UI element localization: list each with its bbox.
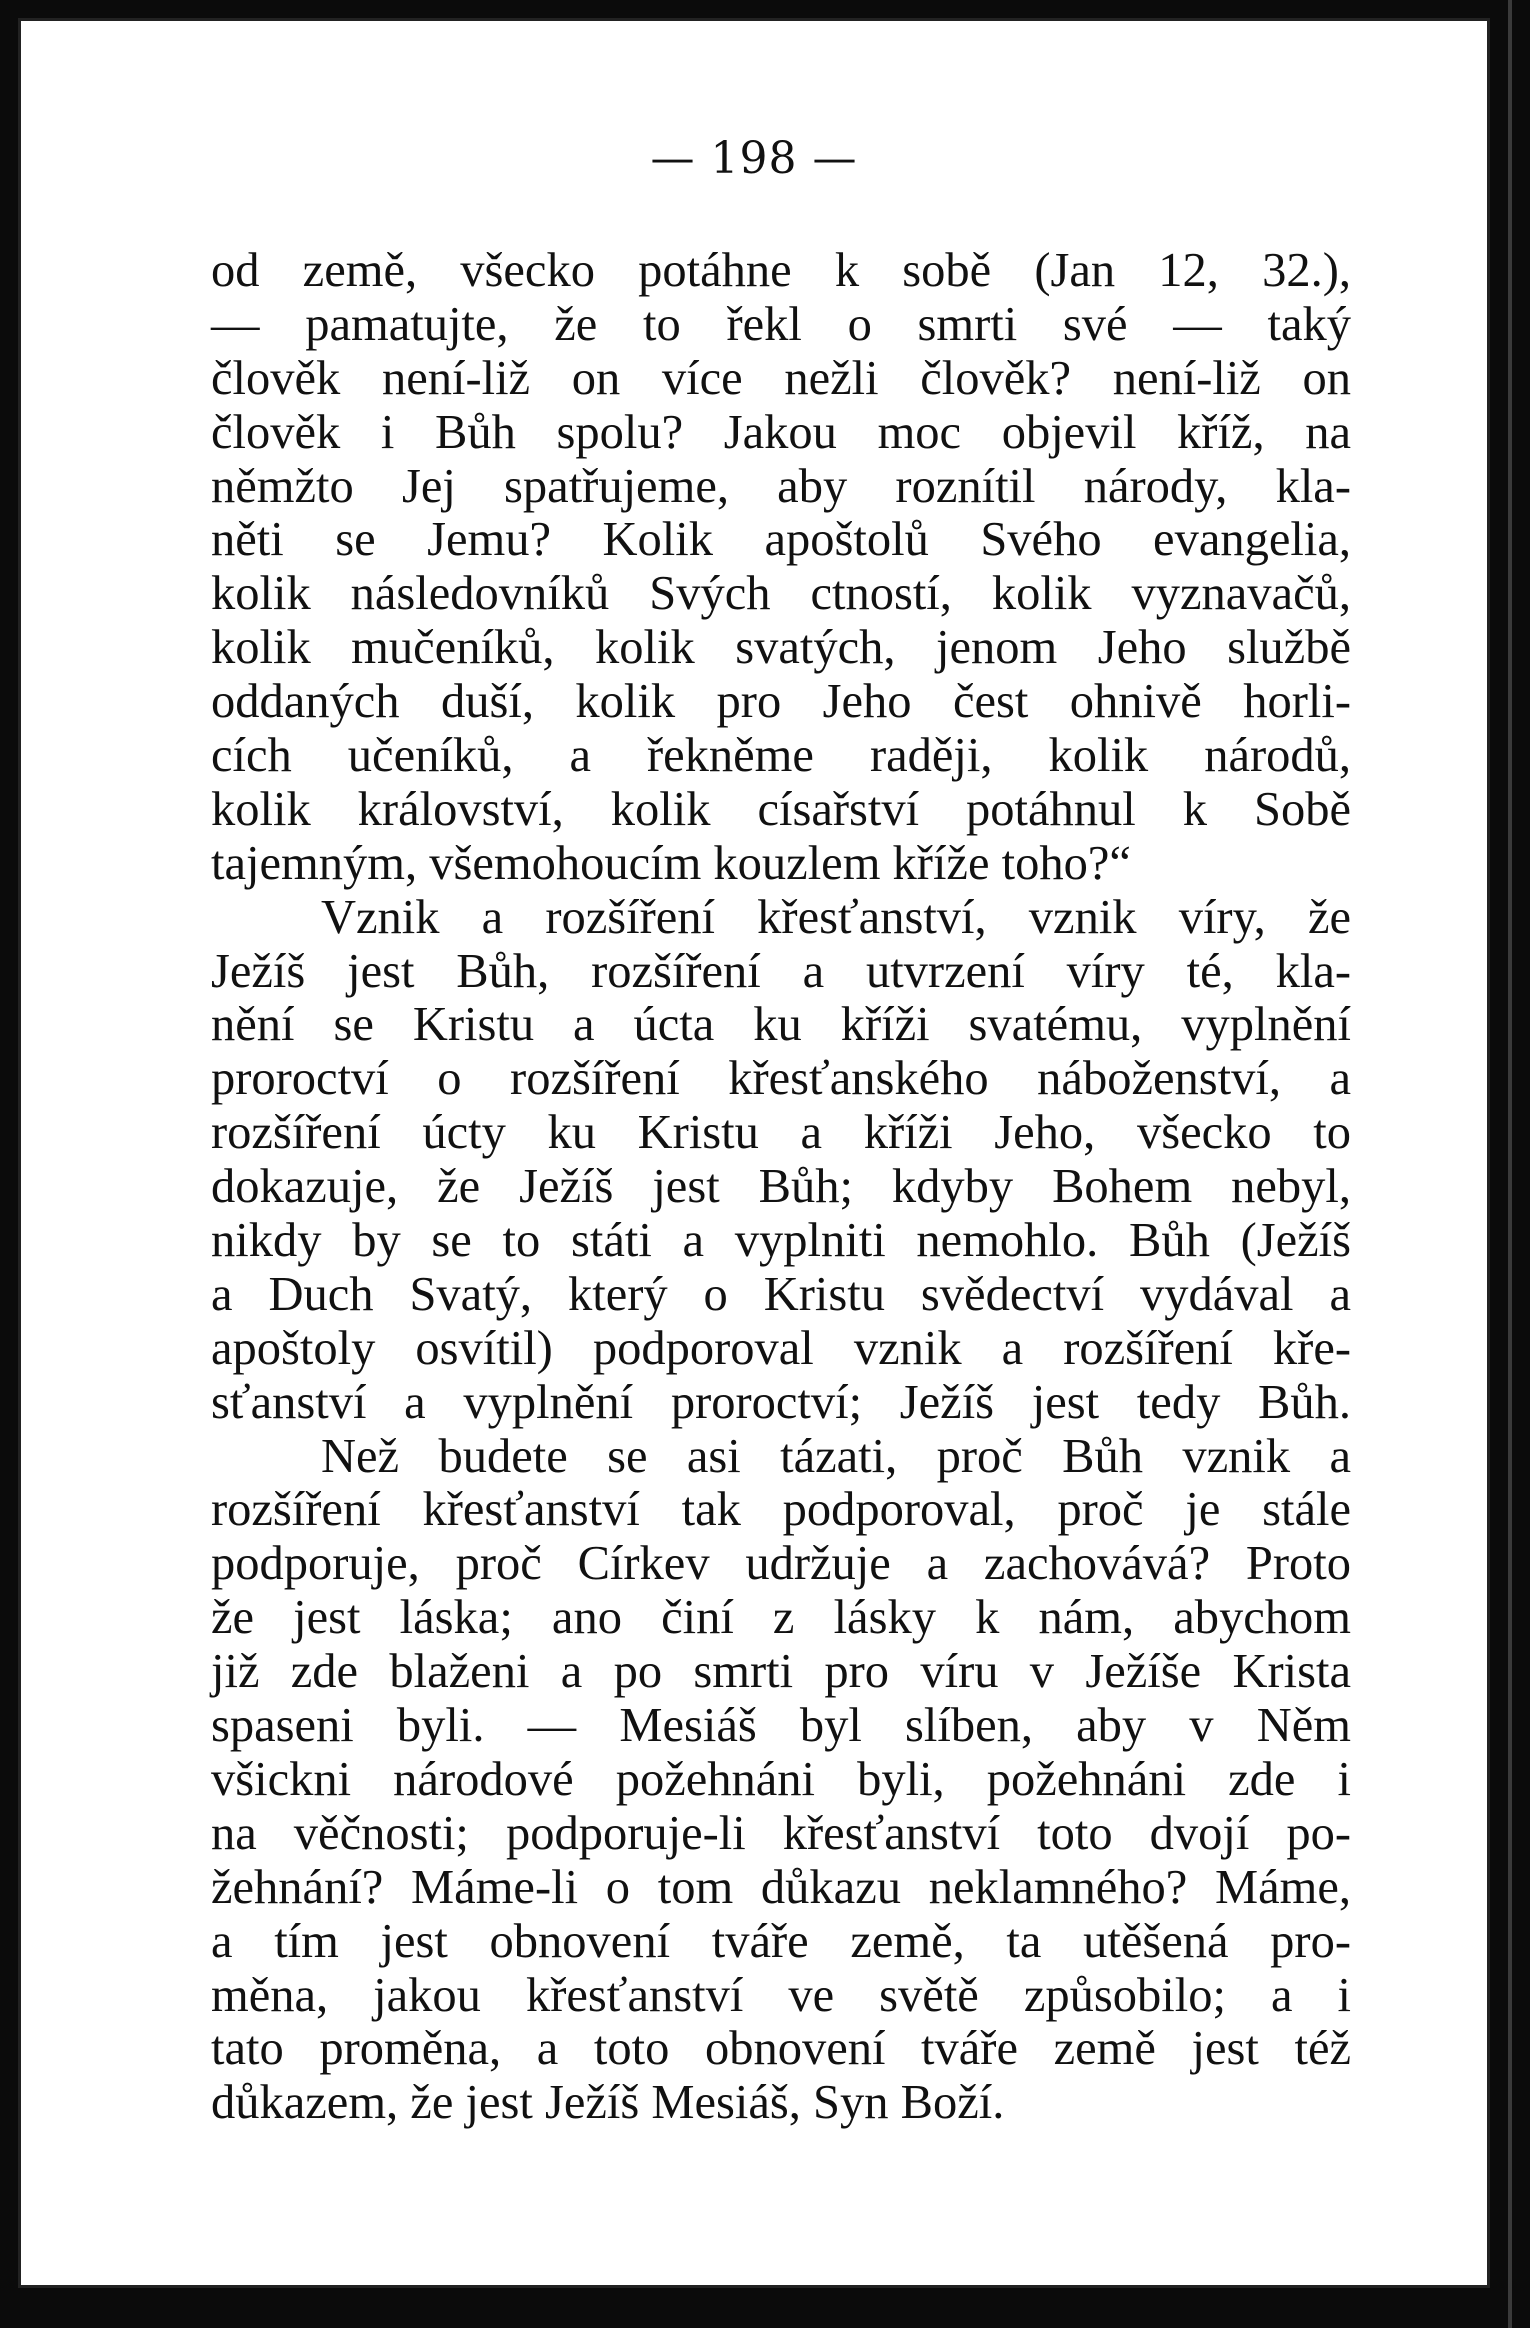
text-line: nění se Kristu a úcta ku kříži svatému, vyplnění (211, 998, 1351, 1052)
text-line: kolik následovníků Svých ctností, kolik vyznavačů, (211, 567, 1351, 621)
text-line: — pamatujte, že to řekl o smrti své — taký (211, 297, 1351, 351)
text-line: rozšíření křesťanství tak podporoval, proč je stále (211, 1483, 1351, 1537)
text-line: dokazuje, že Ježíš jest Bůh; kdyby Bohem nebyl, (211, 1160, 1351, 1214)
text-line: rozšíření úcty ku Kristu a kříži Jeho, všecko to (211, 1106, 1351, 1160)
text-line: a Duch Svatý, který o Kristu svědectví vydával a (211, 1267, 1351, 1321)
text-line: nikdy by se to státi a vyplniti nemohlo. Bůh (Ježíš (211, 1214, 1351, 1268)
text-line: spaseni byli. — Mesiáš byl slíben, aby v Něm (211, 1699, 1351, 1753)
body-text (211, 244, 1351, 2130)
text-line: tato proměna, a toto obnovení tváře země jest též (211, 2022, 1351, 2076)
text-line: člověk není-liž on více nežli člověk? není-liž on (211, 351, 1351, 405)
paragraph-first-line: Než budete se asi tázati, proč Bůh vznik a (321, 1429, 1351, 1483)
text-line: měna, jakou křesťanství ve světě způsobilo; a i (211, 1968, 1351, 2022)
text-line: apoštoly osvítil) podporoval vznik a rozšíření kře- (211, 1321, 1351, 1375)
page-number: — 198 — (650, 133, 858, 184)
text-line: člověk i Bůh spolu? Jakou moc objevil kříž, na (211, 405, 1351, 459)
text-line: proroctví o rozšíření křesťanského náboženství, a (211, 1052, 1351, 1106)
text-line: žehnání? Máme-li o tom důkazu neklamného? Máme, (211, 1860, 1351, 1914)
text-line: Ježíš jest Bůh, rozšíření a utvrzení víry té, kla- (211, 944, 1351, 998)
text-line: tajemným, všemohoucím kouzlem kříže toho?“ (211, 836, 1131, 890)
text-line: cích učeníků, a řekněme raději, kolik národů, (211, 729, 1351, 783)
text-line: němžto Jej spatřujeme, aby roznítil národy, kla- (211, 459, 1351, 513)
text-line: že jest láska; ano činí z lásky k nám, abychom (211, 1591, 1351, 1645)
text-line: důkazem, že jest Ježíš Mesiáš, Syn Boží. (211, 2076, 1005, 2130)
text-line: něti se Jemu? Kolik apoštolů Svého evangelia, (211, 513, 1351, 567)
text-line: podporuje, proč Církev udržuje a zachovává? Proto (211, 1537, 1351, 1591)
text-line: na věčnosti; podporuje-li křesťanství toto dvojí po- (211, 1806, 1351, 1860)
text-line: a tím jest obnovení tváře země, ta utěšená pro- (211, 1914, 1351, 1968)
text-line: od země, všecko potáhne k sobě (Jan 12, 32.), (211, 244, 1351, 297)
text-line: všickni národové požehnáni byli, požehnáni zde i (211, 1752, 1351, 1806)
paragraph-first-line: Vznik a rozšíření křesťanství, vznik víry, že (321, 890, 1351, 944)
scan-edge (1508, 0, 1512, 2328)
text-line: sťanství a vyplnění proroctví; Ježíš jest tedy Bůh. (211, 1375, 1351, 1429)
text-line: kolik království, kolik císařství potáhnul k Sobě (211, 782, 1351, 836)
text-line: již zde blaženi a po smrti pro víru v Ježíše Krista (211, 1645, 1351, 1699)
text-line: kolik mučeníků, kolik svatých, jenom Jeho službě (211, 621, 1351, 675)
text-line: oddaných duší, kolik pro Jeho čest ohnivě horli- (211, 675, 1351, 729)
book-page (18, 18, 1490, 2288)
